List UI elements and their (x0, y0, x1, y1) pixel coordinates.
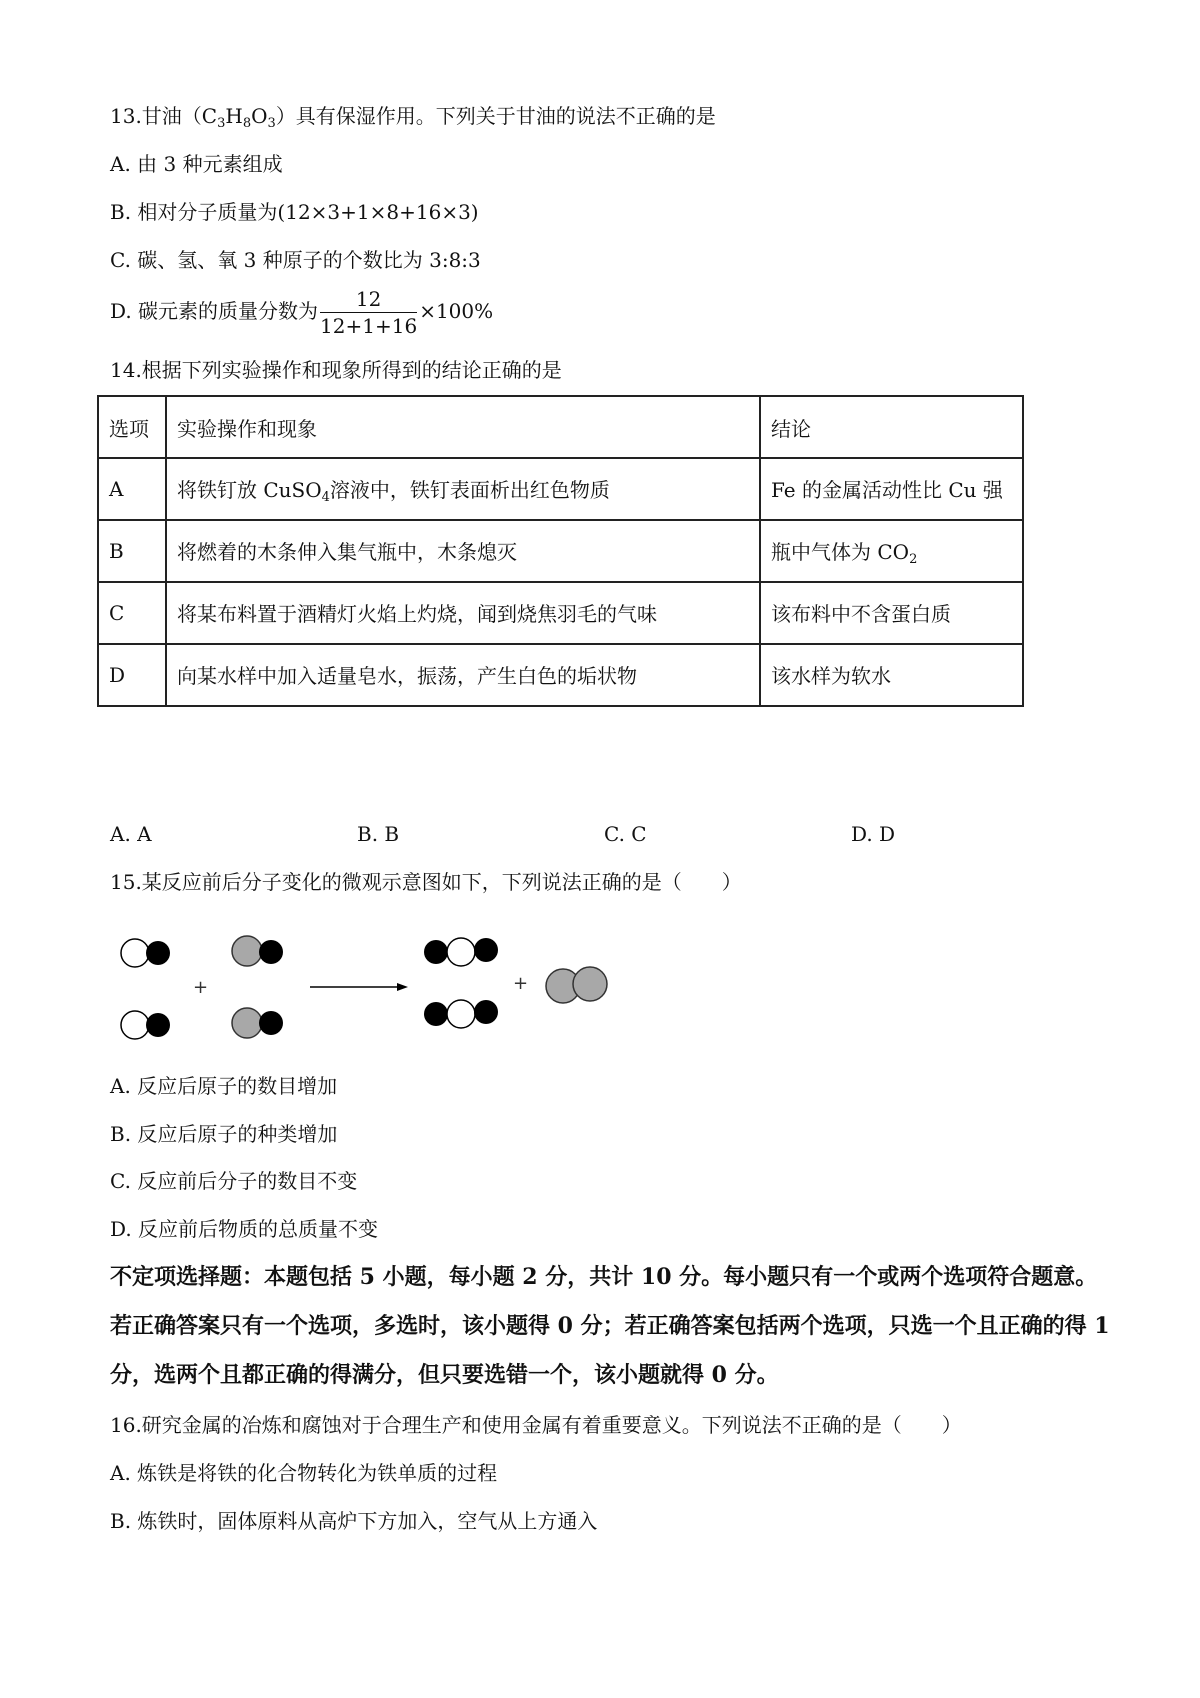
section-instructions: 不定项选择题：本题包括 5 小题，每小题 2 分，共计 10 分。每小题只有一个或两个选项符合题意。若正确答案只有一个选项，多选时，该小题得 0 分；若正确答案包括两个选项，只选一个且正确的得 1 分，选两个且都正确的得满分，但只要选错一个，该小题就得 0 分。 (110, 1264, 1110, 1388)
cell-text: 将燃着的木条伸入集气瓶中，木条熄灭 (177, 539, 517, 564)
table-row (98, 520, 1023, 582)
cell-text: 向某水样中加入适量皂水，振荡，产生白色的垢状物 (177, 663, 637, 688)
table-row (98, 458, 1023, 520)
table-cell-conclusion (760, 644, 1023, 706)
molecule-gray-gray (546, 967, 607, 1003)
subscript: 3 (217, 116, 226, 131)
cell-text: 瓶中气体为 CO (771, 539, 910, 564)
molecule-white-black (121, 1011, 170, 1039)
q14-option-a: A. A (110, 822, 152, 846)
q13-option-b: B. 相对分子质量为(12×3+1×8+16×3) (110, 200, 479, 224)
molecule-black-white-black (424, 1000, 498, 1028)
table-cell-option: A (98, 458, 166, 520)
molecule-gray-black (232, 1008, 283, 1038)
cell-text: 将某布料置于酒精灯火焰上灼烧，闻到烧焦羽毛的气味 (177, 601, 657, 626)
table-cell-conclusion (760, 582, 1023, 644)
table-header-cell: 结论 (760, 396, 1023, 458)
q13-stem (110, 102, 716, 138)
q14-stem: 14.根据下列实验操作和现象所得到的结论正确的是 (110, 358, 562, 382)
plus-sign: + (193, 977, 209, 998)
q13-option-c: C. 碳、氢、氧 3 种原子的个数比为 3:8:3 (110, 248, 481, 272)
q16-option-a: A. 炼铁是将铁的化合物转化为铁单质的过程 (110, 1461, 498, 1485)
q13-stem-text: H (225, 104, 243, 128)
q13-stem-text: O (251, 104, 268, 128)
table-header-row (98, 396, 1023, 458)
q16-option-b: B. 炼铁时，固体原料从高炉下方加入，空气从上方通入 (110, 1509, 598, 1533)
molecule-gray-black (232, 936, 283, 966)
q14-option-b: B. B (357, 822, 400, 846)
cell-text: 该布料中不含蛋白质 (771, 601, 951, 626)
fraction (320, 286, 417, 339)
molecule-reaction-diagram (110, 922, 630, 1042)
q15-stem: 15.某反应前后分子变化的微观示意图如下，下列说法正确的是（ ） (110, 870, 742, 894)
experiment-table (97, 395, 1024, 707)
cell-text: 该水样为软水 (771, 663, 891, 688)
q14-option-c: C. C (604, 822, 647, 846)
subscript: 4 (321, 489, 330, 505)
q13-stem-text: 13.甘油（C (110, 104, 218, 128)
q13-option-a: A. 由 3 种元素组成 (110, 152, 283, 176)
q13-option-d-text: D. 碳元素的质量分数为 (110, 299, 319, 323)
molecule-white-black (121, 939, 170, 967)
table-row (98, 644, 1023, 706)
q15-option-a: A. 反应后原子的数目增加 (110, 1074, 338, 1098)
fraction-denominator: 12+1+16 (320, 314, 418, 338)
table-cell-operation (166, 644, 760, 706)
cell-text: 将铁钉放 CuSO (177, 477, 322, 502)
q13-option-d (110, 286, 493, 339)
q14-option-d: D. D (851, 822, 896, 846)
reaction-arrow (310, 983, 408, 991)
subscript: 8 (242, 116, 252, 131)
table-cell-option: D (98, 644, 166, 706)
table-row (98, 582, 1023, 644)
q13-option-d-text: ×100% (419, 299, 494, 323)
table-header-cell: 选项 (98, 396, 166, 458)
q15-option-c: C. 反应前后分子的数目不变 (110, 1169, 358, 1193)
cell-text: 溶液中，铁钉表面析出红色物质 (329, 477, 610, 502)
plus-sign: + (513, 973, 529, 994)
table-cell-conclusion (760, 520, 1023, 582)
q15-option-d: D. 反应前后物质的总质量不变 (110, 1217, 379, 1241)
q15-option-b: B. 反应后原子的种类增加 (110, 1122, 338, 1146)
q13-stem-text: ）具有保湿作用。下列关于甘油的说法不正确的是 (275, 104, 716, 128)
table-cell-option: C (98, 582, 166, 644)
molecule-black-white-black (424, 938, 498, 966)
table-cell-option: B (98, 520, 166, 582)
table-cell-conclusion (760, 458, 1023, 520)
fraction-numerator: 12 (320, 286, 417, 313)
table-cell-operation (166, 582, 760, 644)
q16-stem: 16.研究金属的冶炼和腐蚀对于合理生产和使用金属有着重要意义。下列说法不正确的是（ ） (110, 1413, 962, 1437)
table-cell-operation (166, 520, 760, 582)
table-cell-operation (166, 458, 760, 520)
table-header-cell: 实验操作和现象 (166, 396, 760, 458)
cell-text: Fe 的金属活动性比 Cu 强 (771, 477, 1003, 502)
subscript: 3 (267, 116, 276, 131)
subscript: 2 (909, 551, 918, 567)
